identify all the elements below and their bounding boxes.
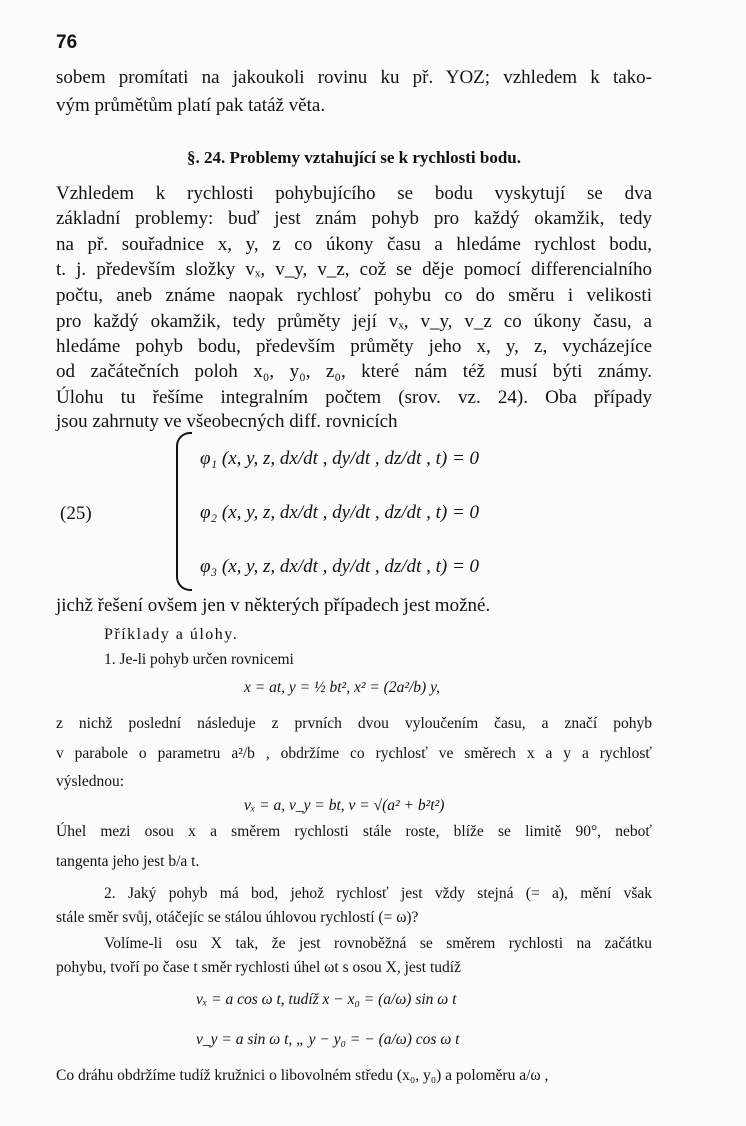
equation-1: φ₁ (x, y, z, dx/dt , dy/dt , dz/dt , t) = 0 [200,448,480,469]
example-1-equation: x = at, y = ½ bt², x² = (2a²/b) y, [244,679,440,696]
intro-line-1: sobem promítati na jakoukoli rovinu ku př. YOZ; vzhledem k tako- [56,67,652,88]
intro-line-2: vým průmětům platí pak tatáž věta. [56,95,326,116]
example-2-line: pohybu, tvoří po čase t směr rychlosti úhel ωt s osou X, jest tudíž [56,959,461,976]
paragraph-line: t. j. především složky vₓ, v_y, v_z, což se děje pomocí differencialního [56,259,652,280]
page-number: 76 [56,32,78,53]
paragraph-line: jsou zahrnuty ve všeobecných diff. rovnicích [56,411,398,432]
paragraph-line: od začátečních poloh x₀, y₀, z₀, které nám též musí býti známy. [56,361,652,382]
example-1-intro: 1. Je-li pohyb určen rovnicemi [104,651,294,668]
example-1-line: z nichž poslední následuje z prvních dvou vyloučením času, a značí pohyb [56,715,652,732]
example-1-conclusion: tangenta jeho jest b/a t. [56,853,200,870]
example-2-equation-1: vₓ = a cos ω t, tudíž x − x₀ = (a/ω) sin ω t [196,991,457,1008]
after-equations-text: jichž řešení ovšem jen v některých případech jest možné. [56,595,491,616]
paragraph-line: počtu, aneb známe naopak rychlosť pohybu co do směru i velikosti [56,285,652,306]
paragraph-line: hledáme pohyb bodu, především průměty jeho x, y, z, vycházejíce [56,336,652,357]
equation-brace [176,432,192,591]
examples-heading: Příklady a úlohy. [104,626,239,643]
section-heading: §. 24. Problemy vztahující se k rychlosti bodu. [186,148,522,167]
equation-3: φ₃ (x, y, z, dx/dt , dy/dt , dz/dt , t) = 0 [200,556,480,577]
paragraph-line: základní problemy: buď jest znám pohyb pro každý okamžik, tedy [56,208,652,229]
paragraph-line: Úlohu tu řešíme integralním počtem (srov. vz. 24). Oba případy [56,387,652,408]
example-1-result: vₓ = a, v_y = bt, v = √(a² + b²t²) [244,797,445,814]
example-2-line: stále směr svůj, otáčejíc se stálou úhlovou rychlostí (= ω)? [56,909,419,926]
example-2-equation-2: v_y = a sin ω t, „ y − y₀ = − (a/ω) cos ω t [196,1031,460,1048]
example-1-line: výslednou: [56,773,125,790]
paragraph-line: Vzhledem k rychlosti pohybujícího se bodu vyskytují se dva [56,183,652,204]
example-2-line: 2. Jaký pohyb má bod, jehož rychlosť jest vždy stejná (= a), mění však [104,885,652,902]
final-line: Co dráhu obdržíme tudíž kružnici o libovolném středu (x₀, y₀) a poloměru a/ω , [56,1067,549,1084]
example-1-line: v parabole o parametru a²/b , obdržíme co rychlosť ve směrech x a y a rychlosť [56,745,652,762]
paragraph-line: na př. souřadnice x, y, z co úkony času a hledáme rychlost bodu, [56,234,652,255]
example-1-conclusion: Úhel mezi osou x a směrem rychlosti stále roste, blíže se limitě 90°, neboť [56,823,652,840]
equation-label: (25) [60,503,92,524]
equation-2: φ₂ (x, y, z, dx/dt , dy/dt , dz/dt , t) = 0 [200,502,480,523]
example-2-line: Volíme-li osu X tak, že jest rovnoběžná se směrem rychlosti na začátku [104,935,652,952]
paragraph-line: pro každý okamžik, tedy průměty její vₓ, v_y, v_z co úkony času, a [56,311,652,332]
